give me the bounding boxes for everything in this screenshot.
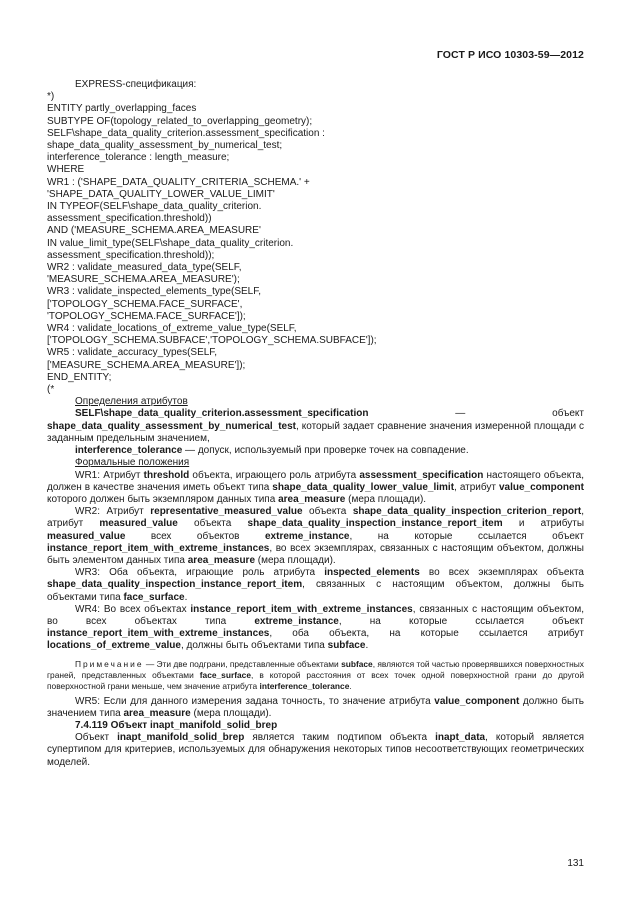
- code-line: (*: [47, 384, 55, 396]
- express-intro: EXPRESS-спецификация:: [75, 79, 197, 90]
- code-line: WR4 : validate_locations_of_extreme_value_type(SELF,: [47, 323, 297, 335]
- code-line: WR5 : validate_accuracy_types(SELF,: [47, 347, 218, 359]
- code-line: assessment_specification.threshold)): [47, 213, 212, 225]
- rule-wr5: WR5: Если для данного измерения задана точность, то значение атрибута value_component должно быть значением типа area_measure (мера площади).: [47, 695, 585, 719]
- code-line: SELF\shape_data_quality_criterion.assessment_specification :: [47, 127, 325, 139]
- code-line: 'TOPOLOGY_SCHEMA.FACE_SURFACE']);: [47, 310, 246, 322]
- page-number: 131: [567, 858, 584, 869]
- express-code-block: [47, 91, 584, 396]
- code-line: WR2 : validate_measured_data_type(SELF,: [47, 262, 242, 274]
- code-line: ['TOPOLOGY_SCHEMA.FACE_SURFACE',: [47, 298, 243, 310]
- code-line: WHERE: [47, 164, 85, 176]
- code-line: shape_data_quality_assessment_by_numerical_test;: [47, 140, 283, 152]
- code-line: assessment_specification.threshold));: [47, 249, 215, 261]
- rule-wr2: WR2: Атрибут representative_measured_value объекта shape_data_quality_inspection_criterion_report, атрибут measured_value объекта shape_data_quality_inspection_instance_report_item и атрибуты measured_value всех объектов extreme_instance, на которые ссылается объект instance_report_item_with_extreme_instances, во всех экземплярах, связанных с настоящим объектом, должны быть элементом данных типа area_measure (мера площади).: [47, 506, 585, 566]
- rule-wr3: WR3: Оба объекта, играющие роль атрибута inspected_elements во всех экземплярах объекта shape_data_quality_inspection_instance_report_item, связанных с настоящим объектом, должны быть объектами типа face_surface.: [47, 567, 584, 603]
- code-line: ENTITY partly_overlapping_faces: [47, 103, 197, 115]
- code-line: SUBTYPE OF(topology_related_to_overlapping_geometry);: [47, 115, 313, 127]
- rules-heading: Формальные положения: [75, 457, 190, 469]
- code-line: 'MEASURE_SCHEMA.AREA_MEASURE');: [47, 274, 240, 286]
- code-line: ['MEASURE_SCHEMA.AREA_MEASURE']);: [47, 359, 246, 371]
- code-line: 'SHAPE_DATA_QUALITY_LOWER_VALUE_LIMIT': [47, 188, 275, 200]
- rule-wr4: WR4: Во всех объектах instance_report_item_with_extreme_instances, связанных с настоящим объектом, во всех объектах типа extreme_instance, на которые ссылается объект instance_report_item_with_extreme_instances, оба объекта, на которые ссылается атрибут locations_of_extreme_value, должны быть объектами типа subface.: [47, 603, 585, 652]
- document-header: ГОСТ Р ИСО 10303-59—2012: [436, 49, 584, 61]
- section-body: Объект inapt_manifold_solid_brep является таким подтипом объекта inapt_data, который является супертипом для критериев, используемых для обнаружения некоторых типов несоответствующих геометрических моделей.: [47, 732, 585, 768]
- code-line: IN value_limit_type(SELF\shape_data_quality_criterion.: [47, 237, 294, 249]
- code-line: IN TYPEOF(SELF\shape_data_quality_criterion.: [47, 201, 262, 213]
- section-heading: 7.4.119 Объект inapt_manifold_solid_brep: [75, 719, 278, 731]
- attribute-definition: interference_tolerance — допуск, используемый при проверке точек на совпадение.: [75, 445, 469, 457]
- code-line: interference_tolerance : length_measure;: [47, 152, 230, 164]
- code-line: END_ENTITY;: [47, 371, 112, 383]
- code-line: WR3 : validate_inspected_elements_type(SELF,: [47, 286, 262, 298]
- code-line: *): [47, 91, 55, 103]
- attributes-heading: Определения атрибутов: [75, 396, 188, 408]
- code-line: ['TOPOLOGY_SCHEMA.SUBFACE','TOPOLOGY_SCHEMA.SUBFACE']);: [47, 335, 377, 347]
- code-line: WR1 : ('SHAPE_DATA_QUALITY_CRITERIA_SCHEMA.' +: [47, 176, 310, 188]
- rule-wr1: WR1: Атрибут threshold объекта, играющего роль атрибута assessment_specification настоящего объекта, должен в качестве значения иметь объект типа shape_data_quality_lower_value_limit, атрибут value_component которого должен быть экземпляром данных типа area_measure (мера площади).: [47, 469, 584, 505]
- attribute-definition: SELF\shape_data_quality_criterion.assessment_specification — объект shape_data_quality_assessment_by_numerical_test, который задает сравнение значения измеренной площади с заданным предельным значением,: [47, 408, 584, 444]
- code-line: AND ('MEASURE_SCHEMA.AREA_MEASURE': [47, 225, 261, 237]
- note: Примечание — Эти две подграни, представленные объектами subface, являются той частью проверявшихся поверхностных граней, представленных объектами face_surface, в которой расстояния от всех точек одной поверхностной грани до другой поверхностной грани меньше, чем значение атрибута interference_tolerance.: [47, 658, 585, 691]
- page-content: [47, 79, 584, 769]
